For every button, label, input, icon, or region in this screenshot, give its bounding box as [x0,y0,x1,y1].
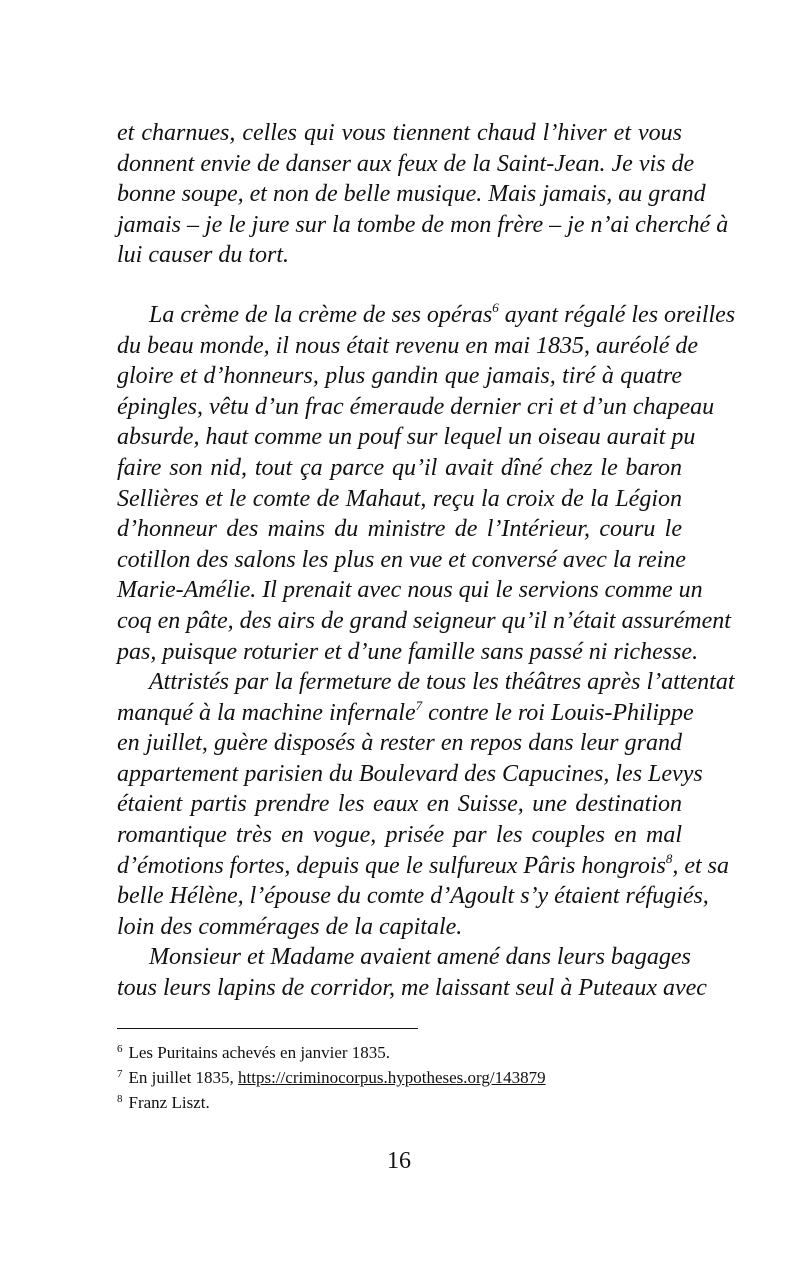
text-fragment: , et sa [672,852,730,879]
text-line [117,697,694,729]
text-line: donnent envie de danser aux feux de la Saint-Jean. Je vis de [117,150,695,177]
text-line: loin des commérages de la capitale. [117,913,463,940]
text-line: gloire et d’honneurs, plus gandin que jamais, tiré à quatre [117,363,682,390]
text-line: coq en pâte, des airs de grand seigneur qu’il n’était assurément [117,607,731,634]
text-line: lui causer du tort. [117,242,289,269]
footnote-number: 7 [117,1068,123,1080]
footnote [117,1090,682,1115]
page-number: 16 [387,1148,411,1174]
text-line: absurde, haut comme un pouf sur lequel un oiseau aurait pu [117,424,696,451]
footnote-text: En juillet 1835, [128,1068,239,1087]
text-line: belle Hélène, l’épouse du comte d’Agoult s’y étaient réfugiés, [117,883,709,910]
footnote [117,1040,682,1065]
text-fragment: ayant régalé les oreilles [498,301,736,328]
text-line: Attristés par la fermeture de tous les théâtres après l’attentat [149,669,735,696]
text-line: pas, puisque roturier et d’une famille sans passé ni richesse. [117,638,699,665]
footnote-ref: 8 [665,850,673,866]
text-line: épingles, vêtu d’un frac émeraude dernier cri et d’un chapeau [117,393,715,420]
text-line: jamais – je le jure sur la tombe de mon frère – je n’ai cherché à [117,211,729,238]
text-line: cotillon des salons les plus en vue et conversé avec la reine [117,546,686,573]
text-line: romantique très en vogue, prisée par les couples en mal [117,822,682,849]
text-fragment: La crème de la crème de ses opéras [149,301,493,328]
text-line [117,850,730,882]
paragraph [117,299,736,667]
footnote-link[interactable]: https://criminocorpus.hypotheses.org/143879 [238,1068,546,1087]
paragraph [117,667,735,942]
text-fragment: manqué à la machine infernale [117,699,416,726]
footnote-number: 8 [117,1093,123,1105]
footnotes [117,1040,682,1115]
paragraph-gap [117,271,682,300]
footnote-text: Les Puritains achevés en janvier 1835. [128,1043,391,1062]
text-line: Marie-Amélie. Il prenait avec nous qui le servions comme un [117,577,703,604]
text-line: bonne soupe, et non de belle musique. Mais jamais, au grand [117,181,706,208]
footnote [117,1065,682,1090]
footnote-ref: 6 [492,299,499,315]
paragraph [117,118,729,271]
text-line: appartement parisien du Boulevard des Capucines, les Levys [117,760,703,787]
text-fragment: d’émotions fortes, depuis que le sulfureux Pâris hongrois [117,852,666,879]
text-line: du beau monde, il nous était revenu en mai 1835, auréolé de [117,332,698,359]
text-line: étaient partis prendre les eaux en Suisse, une destination [117,791,682,818]
footnote-ref: 7 [415,697,423,713]
text-line: faire son nid, tout ça parce qu’il avait dîné chez le baron [117,454,682,481]
text-line: Sellières et le comte de Mahaut, reçu la croix de la Légion [117,485,682,512]
text-line [117,299,736,331]
body-text [117,118,736,1004]
footnote-number: 6 [117,1043,123,1055]
text-fragment: contre le roi Louis-Philippe [422,699,694,726]
footnote-separator [117,1028,418,1029]
text-line: en juillet, guère disposés à rester en repos dans leur grand [117,730,682,757]
footnote-text: Franz Liszt. [128,1093,210,1112]
text-line: Monsieur et Madame avaient amené dans leurs bagages [149,944,691,971]
paragraph [117,942,707,1003]
text-line: et charnues, celles qui vous tiennent chaud l’hiver et vous [117,120,682,146]
text-line: tous leurs lapins de corridor, me laissant seul à Puteaux avec [117,975,707,1002]
text-line: d’honneur des mains du ministre de l’Intérieur, couru le [117,516,682,543]
